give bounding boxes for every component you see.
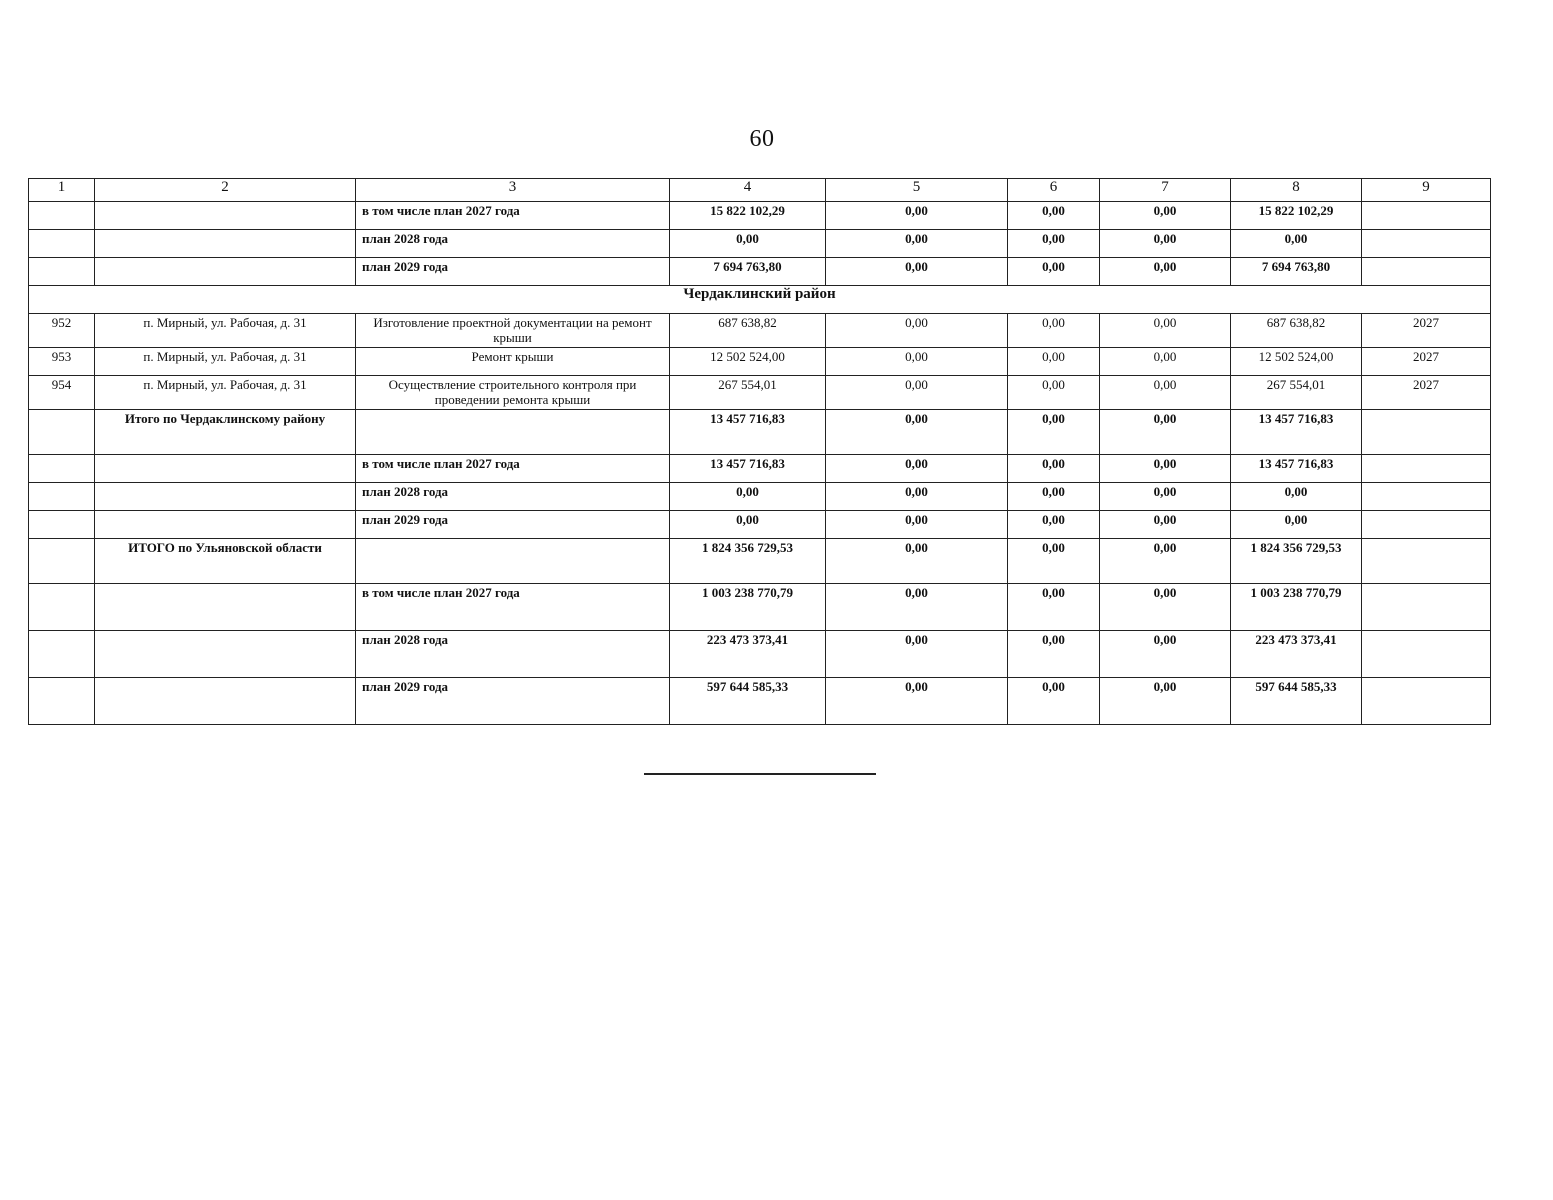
cell-value: 15 822 102,29 [1231, 202, 1362, 230]
plan-row [29, 230, 1491, 258]
district-total-row [29, 410, 1491, 455]
cell-value: 0,00 [826, 202, 1008, 230]
row-address: п. Мирный, ул. Рабочая, д. 31 [95, 314, 356, 348]
cell-value: 0,00 [1100, 202, 1231, 230]
cell-value: 0,00 [1008, 511, 1100, 539]
row-work: Ремонт крыши [356, 348, 670, 376]
cell-value: 0,00 [826, 258, 1008, 286]
cell-value: 0,00 [1008, 258, 1100, 286]
table-row [29, 314, 1491, 348]
cell-value: 0,00 [1231, 511, 1362, 539]
cell-value: 0,00 [670, 230, 826, 258]
row-work: Изготовление проектной документации на ремонт крыши [356, 314, 670, 348]
cell-value: 0,00 [1231, 483, 1362, 511]
section-title: Чердаклинский район [29, 286, 1491, 314]
cell-value: 0,00 [1100, 314, 1231, 348]
cell-value: 12 502 524,00 [1231, 348, 1362, 376]
plan-label: план 2028 года [356, 631, 670, 678]
cell-value: 267 554,01 [1231, 376, 1362, 410]
row-address: п. Мирный, ул. Рабочая, д. 31 [95, 376, 356, 410]
cell-value: 13 457 716,83 [670, 410, 826, 455]
cell-value: 0,00 [826, 348, 1008, 376]
cell-value: 0,00 [826, 230, 1008, 258]
cell-value: 13 457 716,83 [670, 455, 826, 483]
cell-value: 0,00 [1008, 678, 1100, 725]
cell-value: 0,00 [1008, 584, 1100, 631]
cell-value: 597 644 585,33 [670, 678, 826, 725]
cell-value: 0,00 [826, 511, 1008, 539]
district-total-label: Итого по Чердаклинскому району [95, 410, 356, 455]
row-year: 2027 [1362, 314, 1491, 348]
cell-value: 0,00 [1008, 631, 1100, 678]
cell-value: 0,00 [1100, 678, 1231, 725]
col-header: 3 [356, 179, 670, 202]
cell-value: 0,00 [826, 376, 1008, 410]
cell-value: 0,00 [670, 511, 826, 539]
cell-value: 0,00 [1100, 376, 1231, 410]
cell-value: 0,00 [1231, 230, 1362, 258]
cell-value: 0,00 [1100, 348, 1231, 376]
cell-value: 0,00 [1008, 230, 1100, 258]
col-header: 7 [1100, 179, 1231, 202]
cell-value: 13 457 716,83 [1231, 410, 1362, 455]
row-address: п. Мирный, ул. Рабочая, д. 31 [95, 348, 356, 376]
cell-value: 0,00 [1008, 539, 1100, 584]
col-header: 8 [1231, 179, 1362, 202]
row-work: Осуществление строительного контроля при проведении ремонта крыши [356, 376, 670, 410]
cell-value: 1 003 238 770,79 [670, 584, 826, 631]
cell-value: 1 003 238 770,79 [1231, 584, 1362, 631]
cell-value: 7 694 763,80 [1231, 258, 1362, 286]
plan-label: план 2029 года [356, 258, 670, 286]
table-row [29, 376, 1491, 410]
plan-label: план 2028 года [356, 483, 670, 511]
cell-value: 0,00 [1100, 539, 1231, 584]
plan-row [29, 631, 1491, 678]
region-total-label: ИТОГО по Ульяновской области [95, 539, 356, 584]
col-header: 9 [1362, 179, 1491, 202]
cell-value: 0,00 [1100, 258, 1231, 286]
cell-value: 0,00 [1008, 376, 1100, 410]
register-table [28, 178, 1491, 725]
cell-value: 0,00 [826, 314, 1008, 348]
cell-value: 0,00 [1008, 410, 1100, 455]
plan-row [29, 678, 1491, 725]
cell-value: 0,00 [826, 410, 1008, 455]
cell-value: 0,00 [1008, 483, 1100, 511]
plan-row [29, 584, 1491, 631]
col-header: 6 [1008, 179, 1100, 202]
col-header: 5 [826, 179, 1008, 202]
cell-value: 0,00 [1100, 230, 1231, 258]
table-row [29, 348, 1491, 376]
cell-value: 0,00 [1008, 314, 1100, 348]
col-header: 1 [29, 179, 95, 202]
col-header: 4 [670, 179, 826, 202]
cell-value: 13 457 716,83 [1231, 455, 1362, 483]
page-number: 60 [749, 126, 775, 152]
cell-value: 0,00 [1008, 348, 1100, 376]
cell-value: 223 473 373,41 [1231, 631, 1362, 678]
cell-value: 0,00 [670, 483, 826, 511]
plan-row [29, 202, 1491, 230]
cell-value: 0,00 [1100, 631, 1231, 678]
plan-row [29, 511, 1491, 539]
cell-value: 12 502 524,00 [670, 348, 826, 376]
column-number-header [29, 179, 1491, 202]
plan-row [29, 455, 1491, 483]
cell-value: 0,00 [1100, 410, 1231, 455]
cell-value: 15 822 102,29 [670, 202, 826, 230]
section-row [29, 286, 1491, 314]
cell-value: 1 824 356 729,53 [1231, 539, 1362, 584]
row-year: 2027 [1362, 376, 1491, 410]
plan-label: план 2028 года [356, 230, 670, 258]
cell-value: 0,00 [1100, 483, 1231, 511]
cell-value: 0,00 [1100, 455, 1231, 483]
cell-value: 7 694 763,80 [670, 258, 826, 286]
cell-value: 0,00 [826, 455, 1008, 483]
cell-value: 687 638,82 [670, 314, 826, 348]
cell-value: 0,00 [826, 678, 1008, 725]
cell-value: 267 554,01 [670, 376, 826, 410]
cell-value: 0,00 [1008, 455, 1100, 483]
cell-value: 0,00 [1100, 511, 1231, 539]
plan-row [29, 258, 1491, 286]
cell-value: 0,00 [826, 483, 1008, 511]
plan-label: план 2029 года [356, 511, 670, 539]
cell-value: 0,00 [1008, 202, 1100, 230]
cell-value: 687 638,82 [1231, 314, 1362, 348]
plan-label: план 2029 года [356, 678, 670, 725]
cell-value: 223 473 373,41 [670, 631, 826, 678]
plan-label: в том числе план 2027 года [356, 455, 670, 483]
cell-value: 0,00 [1100, 584, 1231, 631]
col-header: 2 [95, 179, 356, 202]
region-total-row [29, 539, 1491, 584]
row-number: 952 [29, 314, 95, 348]
row-number: 954 [29, 376, 95, 410]
plan-row [29, 483, 1491, 511]
cell-value: 0,00 [826, 539, 1008, 584]
plan-label: в том числе план 2027 года [356, 584, 670, 631]
cell-value: 1 824 356 729,53 [670, 539, 826, 584]
cell-value: 0,00 [826, 584, 1008, 631]
row-year: 2027 [1362, 348, 1491, 376]
plan-label: в том числе план 2027 года [356, 202, 670, 230]
end-divider-line [644, 773, 876, 775]
row-number: 953 [29, 348, 95, 376]
cell-value: 0,00 [826, 631, 1008, 678]
cell-value: 597 644 585,33 [1231, 678, 1362, 725]
